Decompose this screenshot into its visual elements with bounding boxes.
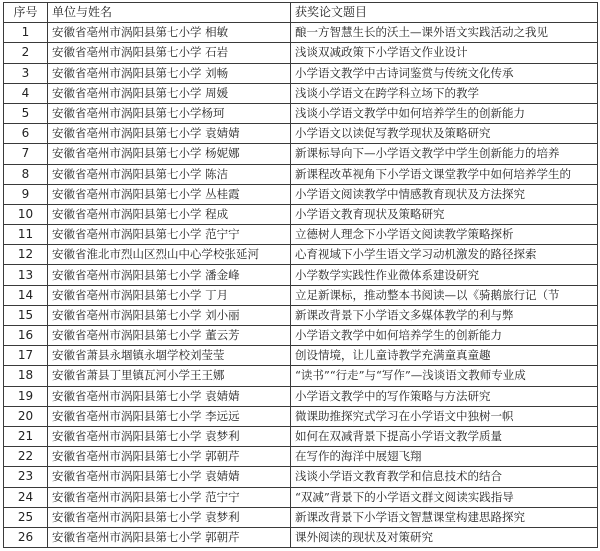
header-title: 获奖论文题目 (291, 3, 598, 23)
cell-no: 20 (4, 406, 48, 426)
cell-unit: 安徽省亳州市涡阳县第七小学 刘小丽 (48, 305, 291, 325)
award-table-sheet (3, 2, 597, 548)
table-row (4, 487, 598, 507)
header-row (4, 3, 598, 23)
table-row (4, 285, 598, 305)
cell-no: 11 (4, 225, 48, 245)
cell-title: 在写作的海洋中展翅飞翔 (291, 447, 598, 467)
cell-title: 小学语文教育现状及策略研究 (291, 204, 598, 224)
cell-unit: 安徽省亳州市涡阳县第七小学 周媛 (48, 83, 291, 103)
cell-unit: 安徽省亳州市涡阳县第七小学 董云芳 (48, 326, 291, 346)
table-row (4, 426, 598, 446)
cell-title: 微课助推探究式学习在小学语文中独树一帜 (291, 406, 598, 426)
cell-no: 22 (4, 447, 48, 467)
cell-no: 16 (4, 326, 48, 346)
cell-unit: 安徽省亳州市涡阳县第七小学 郭朝芹 (48, 447, 291, 467)
table-row (4, 63, 598, 83)
cell-no: 10 (4, 204, 48, 224)
cell-unit: 安徽省亳州市涡阳县第七小学 袁婧婧 (48, 386, 291, 406)
cell-unit: 安徽省萧县永堌镇永堌学校刘莹莹 (48, 346, 291, 366)
table-row (4, 386, 598, 406)
cell-unit: 安徽省亳州市涡阳县第七小学 李远远 (48, 406, 291, 426)
cell-no: 21 (4, 426, 48, 446)
cell-title: “双减”背景下的小学语文群文阅读实践指导 (291, 487, 598, 507)
table-row (4, 346, 598, 366)
cell-no: 2 (4, 43, 48, 63)
cell-no: 23 (4, 467, 48, 487)
cell-title: 小学数学实践性作业微体系建设研究 (291, 265, 598, 285)
cell-unit: 安徽省亳州市涡阳县第七小学杨珂 (48, 103, 291, 123)
table-body (4, 23, 598, 548)
cell-title: 立德树人理念下小学语文阅读教学策略探析 (291, 225, 598, 245)
table-row (4, 204, 598, 224)
cell-no: 4 (4, 83, 48, 103)
table-row (4, 527, 598, 547)
cell-unit: 安徽省萧县丁里镇瓦河小学王王娜 (48, 366, 291, 386)
cell-unit: 安徽省亳州市涡阳县第七小学 丛桂霞 (48, 184, 291, 204)
cell-unit: 安徽省淮北市烈山区烈山中心学校张延河 (48, 245, 291, 265)
cell-no: 1 (4, 23, 48, 43)
cell-title: 新课程改革视角下小学语文课堂教学中如何培养学生的 (291, 164, 598, 184)
cell-unit: 安徽省亳州市涡阳县第七小学 杨妮娜 (48, 144, 291, 164)
table-row (4, 124, 598, 144)
table-row (4, 144, 598, 164)
table-row (4, 23, 598, 43)
cell-no: 6 (4, 124, 48, 144)
cell-no: 15 (4, 305, 48, 325)
cell-unit: 安徽省亳州市涡阳县第七小学 范宁宁 (48, 225, 291, 245)
cell-title: 浅谈小学语文教育教学和信息技术的结合 (291, 467, 598, 487)
table-row (4, 406, 598, 426)
cell-unit: 安徽省亳州市涡阳县第七小学 刘畅 (48, 63, 291, 83)
cell-no: 8 (4, 164, 48, 184)
cell-unit: 安徽省亳州市涡阳县第七小学 丁月 (48, 285, 291, 305)
cell-title: 小学语文教学中古诗词鉴赏与传统文化传承 (291, 63, 598, 83)
cell-title: 小学语文阅读教学中情感教育现状及方法探究 (291, 184, 598, 204)
table-row (4, 447, 598, 467)
cell-title: 新课标导向下—小学语文教学中学生创新能力的培养 (291, 144, 598, 164)
cell-title: 新课改背景下小学语文智慧课堂构建思路探究 (291, 507, 598, 527)
cell-no: 9 (4, 184, 48, 204)
table-row (4, 103, 598, 123)
table-row (4, 366, 598, 386)
cell-unit: 安徽省亳州市涡阳县第七小学 石岩 (48, 43, 291, 63)
cell-title: 新课改背景下小学语文多媒体教学的利与弊 (291, 305, 598, 325)
table-row (4, 326, 598, 346)
table-row (4, 83, 598, 103)
cell-no: 19 (4, 386, 48, 406)
table-row (4, 265, 598, 285)
table-row (4, 305, 598, 325)
cell-no: 7 (4, 144, 48, 164)
cell-no: 13 (4, 265, 48, 285)
cell-no: 5 (4, 103, 48, 123)
cell-unit: 安徽省亳州市涡阳县第七小学 袁婧婧 (48, 124, 291, 144)
table-row (4, 184, 598, 204)
cell-no: 17 (4, 346, 48, 366)
cell-title: 立足新课标，推动整本书阅读—以《骑鹅旅行记（节 (291, 285, 598, 305)
table-row (4, 467, 598, 487)
cell-title: 心育视域下小学生语文学习动机激发的路径探索 (291, 245, 598, 265)
cell-unit: 安徽省亳州市涡阳县第七小学 袁婧婧 (48, 467, 291, 487)
cell-unit: 安徽省亳州市涡阳县第七小学 袁梦利 (48, 426, 291, 446)
cell-no: 14 (4, 285, 48, 305)
header-unit: 单位与姓名 (48, 3, 291, 23)
cell-no: 12 (4, 245, 48, 265)
cell-title: 浅谈双减政策下小学语文作业设计 (291, 43, 598, 63)
table-row (4, 43, 598, 63)
cell-no: 25 (4, 507, 48, 527)
cell-no: 3 (4, 63, 48, 83)
cell-title: 小学语文以读促写教学现状及策略研究 (291, 124, 598, 144)
header-no: 序号 (4, 3, 48, 23)
table-row (4, 164, 598, 184)
cell-unit: 安徽省亳州市涡阳县第七小学 程成 (48, 204, 291, 224)
table-row (4, 225, 598, 245)
cell-no: 18 (4, 366, 48, 386)
cell-title: 酿一方智慧生长的沃土—课外语文实践活动之我见 (291, 23, 598, 43)
cell-title: 浅谈小学语文在跨学科立场下的教学 (291, 83, 598, 103)
cell-no: 24 (4, 487, 48, 507)
cell-unit: 安徽省亳州市涡阳县第七小学 范宁宁 (48, 487, 291, 507)
cell-title: 浅谈小学语文教学中如何培养学生的创新能力 (291, 103, 598, 123)
cell-title: 课外阅读的现状及对策研究 (291, 527, 598, 547)
cell-title: 创设情境，让儿童诗教学充满童真童趣 (291, 346, 598, 366)
award-table (3, 2, 598, 548)
cell-unit: 安徽省亳州市涡阳县第七小学 相敏 (48, 23, 291, 43)
cell-unit: 安徽省亳州市涡阳县第七小学 陈洁 (48, 164, 291, 184)
cell-unit: 安徽省亳州市涡阳县第七小学 潘金峰 (48, 265, 291, 285)
cell-title: 小学语文教学中如何培养学生的创新能力 (291, 326, 598, 346)
cell-no: 26 (4, 527, 48, 547)
cell-unit: 安徽省亳州市涡阳县第七小学 袁梦利 (48, 507, 291, 527)
table-row (4, 507, 598, 527)
cell-unit: 安徽省亳州市涡阳县第七小学 郭朝芹 (48, 527, 291, 547)
table-row (4, 245, 598, 265)
cell-title: 如何在双减背景下提高小学语文教学质量 (291, 426, 598, 446)
cell-title: 小学语文教学中的写作策略与方法研究 (291, 386, 598, 406)
cell-title: “读书”“行走”与“写作”—浅谈语文教师专业成 (291, 366, 598, 386)
